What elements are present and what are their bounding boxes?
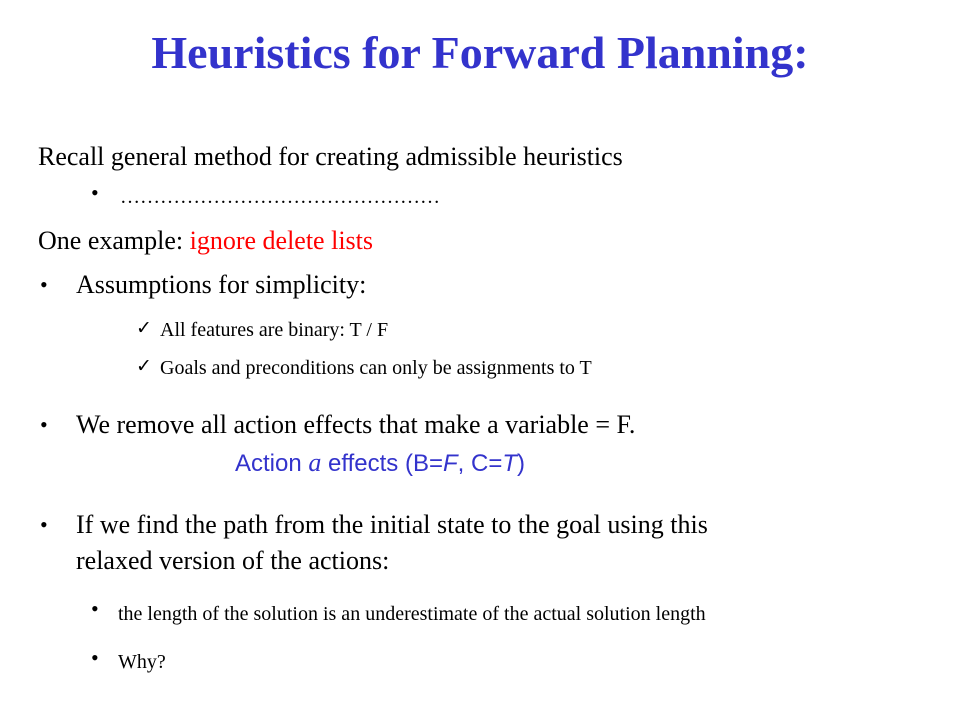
dots-placeholder: ………………………………………… — [120, 186, 440, 208]
action-value-t: T — [502, 450, 518, 477]
assumptions-heading: Assumptions for simplicity: — [76, 270, 367, 299]
bullet-dot-icon: • — [40, 272, 48, 297]
example-line — [38, 225, 373, 257]
action-example-text: effects (B= — [321, 450, 443, 477]
checkmark-icon: ✓ — [136, 317, 152, 339]
bullet-dot-icon: • — [91, 180, 99, 205]
path-line-2: relaxed version of the actions: — [76, 546, 390, 575]
example-highlight: ignore delete lists — [189, 226, 374, 255]
recall-line: Recall general method for creating admissible heuristics — [38, 142, 623, 171]
remove-line: We remove all action effects that make a variable = F. — [76, 410, 636, 439]
example-prefix: One example: — [38, 226, 190, 255]
bullet-dot-icon: • — [40, 412, 48, 437]
action-value-f: F — [443, 450, 458, 477]
action-example-text: ) — [517, 450, 526, 477]
assumption-item: Goals and preconditions can only be assignments to T — [160, 357, 592, 379]
action-variable: a — [308, 448, 322, 477]
assumption-item: All features are binary: T / F — [160, 319, 389, 341]
slide-title: Heuristics for Forward Planning: — [151, 27, 809, 78]
bullet-dot-icon: • — [91, 645, 99, 670]
sub-bullet-item: Why? — [118, 651, 166, 673]
path-line-1: If we find the path from the initial state to the goal using this — [76, 510, 708, 539]
action-example-text: , C= — [457, 450, 503, 477]
bullet-dot-icon: • — [91, 596, 99, 621]
sub-bullet-item: the length of the solution is an underestimate of the actual solution length — [118, 603, 706, 625]
action-example — [235, 447, 525, 480]
action-example-text: Action — [235, 450, 309, 477]
bullet-dot-icon: • — [40, 512, 48, 537]
checkmark-icon: ✓ — [136, 355, 152, 377]
